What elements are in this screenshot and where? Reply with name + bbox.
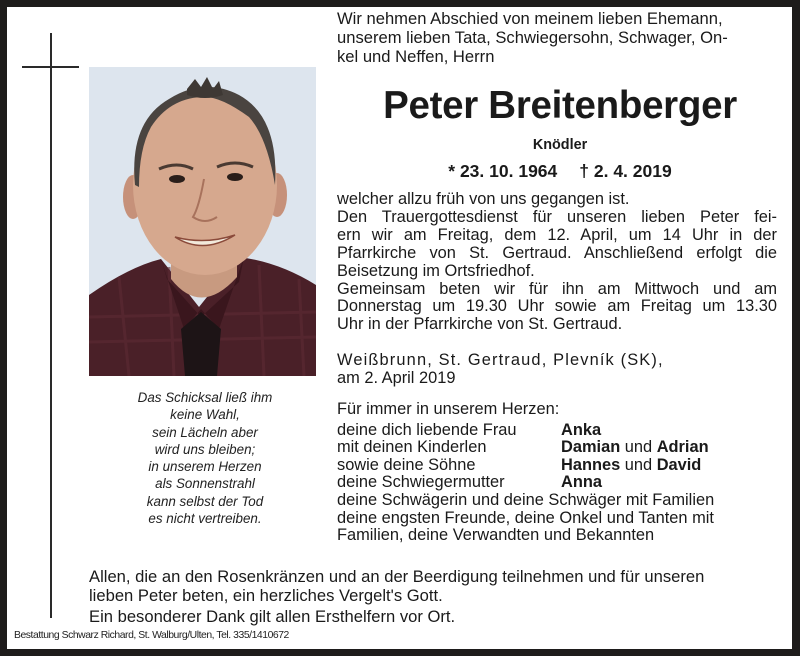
- mourners-list: [337, 401, 782, 545]
- mourner-name: David: [656, 455, 702, 474]
- poem-line: wird uns bleiben;: [154, 441, 256, 457]
- mourners-extra: deine engsten Freunde, deine Onkel und Tanten mit: [337, 508, 714, 527]
- poem-line: als Sonnenstrahl: [155, 476, 255, 492]
- relation: mit deinen Kinderlen: [337, 438, 487, 457]
- mourner-row: [337, 474, 782, 492]
- mourner-name: Anka: [561, 420, 602, 439]
- relation: sowie deine Söhne: [337, 455, 476, 474]
- place: Weißbrunn, St. Gertraud, Plevník (SK),: [337, 351, 664, 369]
- body-line: Uhr in der Pfarrkirche von St. Gertraud.: [337, 315, 623, 334]
- poem-line: kann selbst der Tod: [146, 493, 264, 509]
- portrait-illustration: [89, 67, 316, 376]
- mourner-name: Damian: [561, 438, 621, 457]
- nickname: Knödler: [532, 137, 588, 153]
- life-dates: [330, 160, 790, 182]
- funeral-details: [337, 191, 777, 334]
- body-line: welcher allzu früh von uns gegangen ist.: [337, 190, 630, 208]
- mourners-heading: Für immer in unserem Herzen:: [337, 400, 560, 418]
- mourners-extra: deine Schwägerin und deine Schwäger mit Familien: [337, 490, 715, 509]
- poem-line: Das Schicksal ließ ihm: [137, 390, 273, 405]
- body-line: Gemeinsam beten wir für ihn am Mittwoch und am: [337, 279, 777, 298]
- cross-icon-vertical: [50, 33, 52, 618]
- body-line: Den Trauergottesdienst für unseren lieben Peter fei-: [337, 207, 777, 226]
- death-date: † 2. 4. 2019: [579, 161, 672, 181]
- cross-icon-horizontal: [22, 66, 79, 68]
- relation: deine dich liebende Frau: [337, 420, 517, 439]
- deceased-name: Peter Breitenberger: [383, 84, 737, 127]
- poem-line: keine Wahl,: [170, 407, 240, 423]
- intro-text: [337, 10, 777, 66]
- thanks-text: [89, 568, 779, 627]
- undertaker-credit: Bestattung Schwarz Richard, St. Walburg/Ulten, Tel. 335/1410672: [14, 630, 289, 641]
- portrait-photo: [89, 67, 316, 376]
- notice-date: am 2. April 2019: [337, 368, 456, 387]
- birth-date: * 23. 10. 1964: [448, 161, 558, 181]
- body-line: Beisetzung im Ortsfriedhof.: [337, 261, 535, 280]
- intro-line: unserem lieben Tata, Schwiegersohn, Schwager, On-: [337, 27, 728, 47]
- body-line: Donnerstag um 19.30 Uhr sowie am Freitag um 13.30: [337, 297, 777, 316]
- mourner-row: [337, 422, 782, 440]
- mourners-extra: Familien, deine Verwandten und Bekannten: [337, 526, 655, 545]
- intro-line: Wir nehmen Abschied von meinem lieben Ehemann,: [337, 9, 723, 28]
- joiner: und: [620, 455, 657, 474]
- body-line: Pfarrkirche von St. Gertraud. Anschließend erfolgt die: [337, 243, 777, 262]
- mourner-name: Hannes: [561, 455, 621, 474]
- poem-line: sein Lächeln aber: [152, 424, 258, 440]
- mourner-name: Anna: [561, 473, 602, 492]
- joiner: und: [620, 438, 657, 457]
- place-and-date: [337, 352, 777, 388]
- poem-line: in unserem Herzen: [148, 459, 262, 475]
- mourner-row: [337, 457, 782, 475]
- mourner-name: Adrian: [656, 438, 709, 457]
- thanks-line: lieben Peter beten, ein herzliches Vergelt's Gott.: [89, 585, 443, 605]
- body-line: ern wir am Freitag, dem 12. April, um 14 Uhr in der: [337, 225, 777, 244]
- memorial-poem: [95, 389, 315, 527]
- relation: deine Schwiegermutter: [337, 473, 505, 492]
- intro-line: kel und Neffen, Herrn: [337, 46, 495, 66]
- poem-line: es nicht vertreiben.: [148, 511, 262, 527]
- special-thanks: Ein besonderer Dank gilt allen Ersthelfern vor Ort.: [89, 607, 456, 626]
- thanks-line: Allen, die an den Rosenkränzen und an der Beerdigung teilnehmen und für unseren: [89, 567, 705, 586]
- mourner-row: [337, 439, 782, 457]
